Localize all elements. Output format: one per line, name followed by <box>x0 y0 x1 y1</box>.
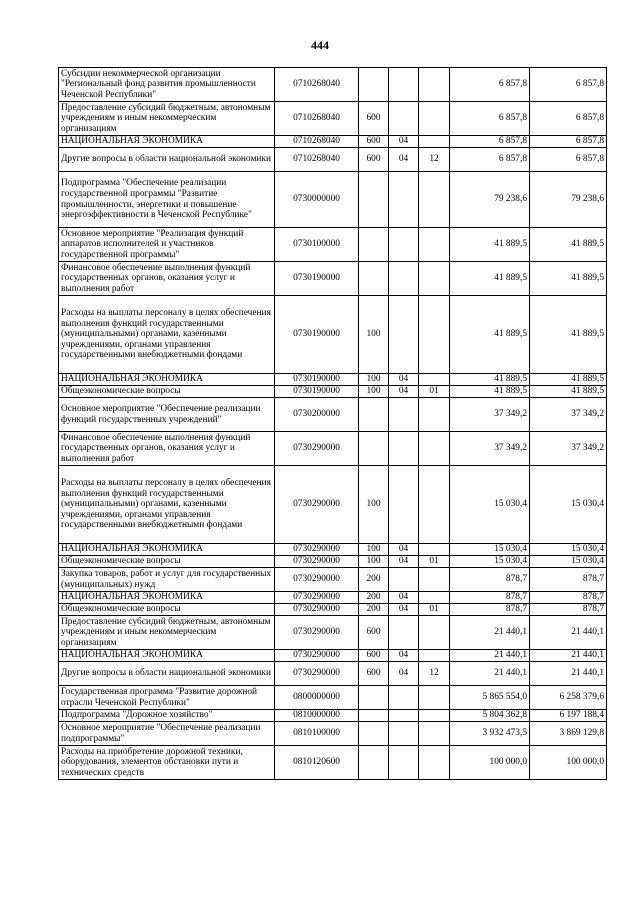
cell-sum2: 3 869 129,8 <box>530 722 607 746</box>
table-row <box>59 592 607 604</box>
cell-vr <box>359 686 389 710</box>
cell-vr: 600 <box>359 136 389 148</box>
cell-pr <box>419 398 450 432</box>
cell-pr <box>419 722 450 746</box>
cell-code: 0730290000 <box>275 592 359 604</box>
cell-sum2: 41 889,5 <box>530 386 607 398</box>
cell-sum2: 37 349,2 <box>530 432 607 466</box>
cell-pr <box>419 746 450 780</box>
table-row <box>59 604 607 616</box>
table-row <box>59 722 607 746</box>
cell-sum1: 100 000,0 <box>450 746 530 780</box>
cell-code: 0730290000 <box>275 604 359 616</box>
cell-code: 0730290000 <box>275 544 359 556</box>
cell-pr <box>419 172 450 228</box>
cell-vr <box>359 722 389 746</box>
cell-sum1: 41 889,5 <box>450 262 530 296</box>
cell-code: 0810120600 <box>275 746 359 780</box>
cell-code: 0730190000 <box>275 386 359 398</box>
cell-code: 0730190000 <box>275 296 359 374</box>
cell-name: Закупка товаров, работ и услуг для государственных (муниципальных) нужд <box>59 568 275 592</box>
cell-vr: 100 <box>359 386 389 398</box>
cell-code: 0710268040 <box>275 68 359 102</box>
cell-name: Общеэкономические вопросы <box>59 604 275 616</box>
cell-pr <box>419 228 450 262</box>
cell-code: 0730290000 <box>275 466 359 544</box>
cell-name: Финансовое обеспечение выполнения функций государственных органов, оказания услуг и выполнения работ <box>59 262 275 296</box>
cell-rz: 04 <box>389 386 419 398</box>
cell-sum1: 37 349,2 <box>450 398 530 432</box>
cell-sum2: 41 889,5 <box>530 262 607 296</box>
table-row <box>59 432 607 466</box>
cell-code: 0730100000 <box>275 228 359 262</box>
cell-name: Расходы на выплаты персоналу в целях обеспечения выполнения функций государственными (муниципальными) органами, казенными учреждениями, органами управления государственными внебюджетными фондами <box>59 466 275 544</box>
cell-sum1: 6 857,8 <box>450 148 530 172</box>
cell-pr <box>419 432 450 466</box>
cell-pr <box>419 296 450 374</box>
cell-sum2: 21 440,1 <box>530 662 607 686</box>
cell-rz <box>389 172 419 228</box>
cell-vr: 200 <box>359 568 389 592</box>
cell-sum1: 5 865 554,0 <box>450 686 530 710</box>
cell-sum2: 6 258 379,6 <box>530 686 607 710</box>
cell-vr <box>359 746 389 780</box>
table-row <box>59 398 607 432</box>
cell-sum2: 878,7 <box>530 568 607 592</box>
cell-vr <box>359 262 389 296</box>
cell-name: Расходы на выплаты персоналу в целях обеспечения выполнения функций государственными (муниципальными) органами, казенными учреждениями, органами управления государственными внебюджетными фондами <box>59 296 275 374</box>
cell-code: 0730290000 <box>275 616 359 650</box>
cell-sum1: 878,7 <box>450 592 530 604</box>
cell-name: Другие вопросы в области национальной экономики <box>59 148 275 172</box>
cell-sum2: 100 000,0 <box>530 746 607 780</box>
cell-sum2: 15 030,4 <box>530 544 607 556</box>
cell-pr: 12 <box>419 662 450 686</box>
cell-name: Общеэкономические вопросы <box>59 386 275 398</box>
cell-pr <box>419 616 450 650</box>
budget-table <box>58 67 607 780</box>
cell-sum2: 6 197 188,4 <box>530 710 607 722</box>
cell-vr <box>359 710 389 722</box>
cell-sum2: 15 030,4 <box>530 556 607 568</box>
cell-vr: 200 <box>359 592 389 604</box>
cell-vr: 600 <box>359 662 389 686</box>
cell-code: 0730290000 <box>275 662 359 686</box>
cell-code: 0730290000 <box>275 556 359 568</box>
cell-pr <box>419 686 450 710</box>
table-row <box>59 746 607 780</box>
cell-rz <box>389 722 419 746</box>
cell-pr <box>419 568 450 592</box>
cell-vr: 100 <box>359 466 389 544</box>
cell-sum1: 878,7 <box>450 604 530 616</box>
cell-code: 0730290000 <box>275 432 359 466</box>
table-row <box>59 136 607 148</box>
cell-name: НАЦИОНАЛЬНАЯ ЭКОНОМИКА <box>59 374 275 386</box>
cell-rz <box>389 296 419 374</box>
cell-rz <box>389 686 419 710</box>
cell-sum2: 41 889,5 <box>530 374 607 386</box>
cell-sum2: 41 889,5 <box>530 228 607 262</box>
table-row <box>59 650 607 662</box>
cell-rz: 04 <box>389 544 419 556</box>
cell-sum1: 6 857,8 <box>450 136 530 148</box>
cell-sum1: 41 889,5 <box>450 228 530 262</box>
cell-rz <box>389 262 419 296</box>
cell-sum1: 37 349,2 <box>450 432 530 466</box>
cell-sum2: 15 030,4 <box>530 466 607 544</box>
cell-rz <box>389 710 419 722</box>
cell-sum1: 15 030,4 <box>450 556 530 568</box>
cell-sum2: 6 857,8 <box>530 136 607 148</box>
cell-pr <box>419 592 450 604</box>
cell-vr: 100 <box>359 374 389 386</box>
cell-vr: 100 <box>359 296 389 374</box>
cell-vr <box>359 398 389 432</box>
table-row <box>59 466 607 544</box>
budget-table-body <box>59 68 607 780</box>
cell-pr <box>419 544 450 556</box>
cell-sum1: 15 030,4 <box>450 466 530 544</box>
cell-code: 0810100000 <box>275 722 359 746</box>
cell-pr: 12 <box>419 148 450 172</box>
cell-vr: 200 <box>359 604 389 616</box>
cell-rz <box>389 228 419 262</box>
table-row <box>59 556 607 568</box>
cell-name: Основное мероприятие "Обеспечение реализации функций государственных учреждений" <box>59 398 275 432</box>
cell-code: 0730000000 <box>275 172 359 228</box>
cell-vr: 100 <box>359 544 389 556</box>
page-number: 444 <box>311 38 329 52</box>
cell-sum2: 41 889,5 <box>530 296 607 374</box>
cell-rz <box>389 746 419 780</box>
cell-code: 0730190000 <box>275 262 359 296</box>
cell-name: Расходы на приобретение дорожной техники, оборудования, элементов обстановки пути и технических средств <box>59 746 275 780</box>
cell-rz: 04 <box>389 650 419 662</box>
cell-name: Общеэкономические вопросы <box>59 556 275 568</box>
cell-pr <box>419 68 450 102</box>
cell-rz <box>389 102 419 136</box>
table-row <box>59 386 607 398</box>
cell-name: Подпрограмма "Обеспечение реализации государственной программы "Развитие промышленности, энергетики и повышение энергоэффективности в Чеченской Республике" <box>59 172 275 228</box>
cell-name: Другие вопросы в области национальной экономики <box>59 662 275 686</box>
cell-sum1: 878,7 <box>450 568 530 592</box>
table-row <box>59 662 607 686</box>
cell-rz: 04 <box>389 556 419 568</box>
cell-code: 0730290000 <box>275 568 359 592</box>
cell-code: 0710268040 <box>275 102 359 136</box>
cell-name: Подпрограмма "Дорожное хозяйство" <box>59 710 275 722</box>
cell-sum1: 41 889,5 <box>450 296 530 374</box>
cell-code: 0730190000 <box>275 374 359 386</box>
cell-sum2: 6 857,8 <box>530 68 607 102</box>
cell-rz: 04 <box>389 592 419 604</box>
cell-pr: 01 <box>419 386 450 398</box>
cell-sum1: 41 889,5 <box>450 374 530 386</box>
cell-rz: 04 <box>389 374 419 386</box>
cell-code: 0710268040 <box>275 148 359 172</box>
table-row <box>59 296 607 374</box>
cell-rz <box>389 616 419 650</box>
cell-name: НАЦИОНАЛЬНАЯ ЭКОНОМИКА <box>59 544 275 556</box>
cell-vr <box>359 228 389 262</box>
cell-pr: 01 <box>419 604 450 616</box>
cell-code: 0730290000 <box>275 650 359 662</box>
cell-pr <box>419 136 450 148</box>
table-row <box>59 544 607 556</box>
cell-name: НАЦИОНАЛЬНАЯ ЭКОНОМИКА <box>59 136 275 148</box>
cell-pr <box>419 466 450 544</box>
cell-sum1: 15 030,4 <box>450 544 530 556</box>
cell-pr <box>419 710 450 722</box>
cell-name: Предоставление субсидий бюджетным, автономным учреждениям и иным некоммерческим организациям <box>59 102 275 136</box>
table-row <box>59 616 607 650</box>
cell-name: НАЦИОНАЛЬНАЯ ЭКОНОМИКА <box>59 592 275 604</box>
table-row <box>59 262 607 296</box>
cell-vr: 100 <box>359 556 389 568</box>
cell-sum1: 3 932 473,5 <box>450 722 530 746</box>
cell-sum1: 21 440,1 <box>450 650 530 662</box>
cell-pr <box>419 102 450 136</box>
cell-rz: 04 <box>389 136 419 148</box>
cell-sum1: 5 804 362,8 <box>450 710 530 722</box>
cell-sum1: 41 889,5 <box>450 386 530 398</box>
cell-name: Государственная программа "Развитие дорожной отрасли Чеченской Республики" <box>59 686 275 710</box>
cell-rz <box>389 568 419 592</box>
cell-name: Предоставление субсидий бюджетным, автономным учреждениям и иным некоммерческим организациям <box>59 616 275 650</box>
cell-rz <box>389 68 419 102</box>
cell-sum2: 6 857,8 <box>530 148 607 172</box>
cell-name: Субсидии некоммерческой организации "Региональный фонд развития промышленности Чеченской Республики" <box>59 68 275 102</box>
cell-name: НАЦИОНАЛЬНАЯ ЭКОНОМИКА <box>59 650 275 662</box>
cell-rz <box>389 432 419 466</box>
table-row <box>59 374 607 386</box>
cell-pr <box>419 374 450 386</box>
cell-name: Финансовое обеспечение выполнения функций государственных органов, оказания услуг и выполнения работ <box>59 432 275 466</box>
cell-sum1: 21 440,1 <box>450 616 530 650</box>
cell-rz <box>389 398 419 432</box>
table-row <box>59 568 607 592</box>
table-row <box>59 228 607 262</box>
table-row <box>59 686 607 710</box>
cell-rz <box>389 466 419 544</box>
cell-pr: 01 <box>419 556 450 568</box>
cell-sum1: 79 238,6 <box>450 172 530 228</box>
cell-sum2: 878,7 <box>530 592 607 604</box>
cell-sum1: 6 857,8 <box>450 102 530 136</box>
cell-name: Основное мероприятие "Реализация функций аппаратов исполнителей и участников государственной программы" <box>59 228 275 262</box>
cell-vr <box>359 172 389 228</box>
cell-sum2: 878,7 <box>530 604 607 616</box>
cell-code: 0710268040 <box>275 136 359 148</box>
table-row <box>59 172 607 228</box>
cell-vr: 600 <box>359 616 389 650</box>
cell-sum2: 21 440,1 <box>530 616 607 650</box>
cell-code: 0800000000 <box>275 686 359 710</box>
table-row <box>59 68 607 102</box>
cell-pr <box>419 262 450 296</box>
cell-pr <box>419 650 450 662</box>
cell-sum2: 21 440,1 <box>530 650 607 662</box>
cell-sum1: 21 440,1 <box>450 662 530 686</box>
cell-sum1: 6 857,8 <box>450 68 530 102</box>
cell-code: 0810000000 <box>275 710 359 722</box>
cell-rz: 04 <box>389 604 419 616</box>
cell-vr <box>359 68 389 102</box>
table-row <box>59 102 607 136</box>
cell-sum2: 6 857,8 <box>530 102 607 136</box>
cell-vr: 600 <box>359 102 389 136</box>
cell-rz: 04 <box>389 148 419 172</box>
cell-code: 0730200000 <box>275 398 359 432</box>
cell-vr: 600 <box>359 650 389 662</box>
cell-sum2: 37 349,2 <box>530 398 607 432</box>
cell-rz: 04 <box>389 662 419 686</box>
cell-sum2: 79 238,6 <box>530 172 607 228</box>
table-row <box>59 710 607 722</box>
cell-vr <box>359 432 389 466</box>
cell-vr: 600 <box>359 148 389 172</box>
table-row <box>59 148 607 172</box>
cell-name: Основное мероприятие "Обеспечение реализации подпрограммы" <box>59 722 275 746</box>
